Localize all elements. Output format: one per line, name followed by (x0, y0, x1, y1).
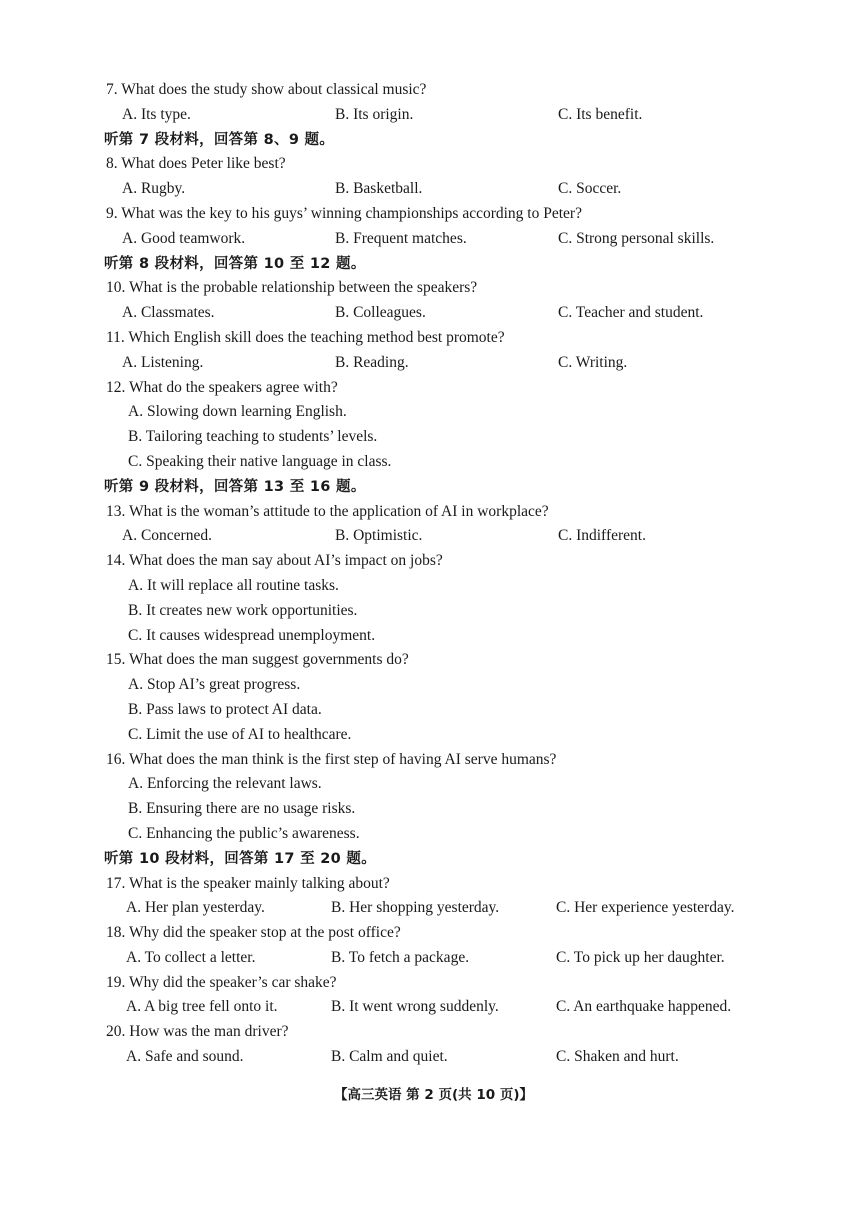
answer-option-c: C. Indifferent. (558, 527, 646, 545)
answer-option-b: B. Her shopping yesterday. (331, 899, 500, 917)
answer-option-a: A. Concerned. (122, 527, 212, 545)
question-stem: 10. What is the probable relationship between the speakers? (106, 279, 478, 297)
answer-options-row (104, 995, 784, 1020)
answer-options-row (104, 1045, 784, 1070)
question-stem: 15. What does the man suggest governments do? (106, 651, 409, 669)
question-stem: 9. What was the key to his guys’ winning championships according to Peter? (106, 204, 582, 222)
question-stem: 20. How was the man driver? (106, 1023, 289, 1041)
answer-option-b: B. Calm and quiet. (331, 1048, 448, 1066)
answer-option-b: B. Reading. (335, 353, 409, 371)
answer-option-c: C. Teacher and student. (558, 304, 704, 322)
answer-option: B. It creates new work opportunities. (128, 601, 358, 619)
section-heading: 听第 8 段材料，回答第 10 至 12 题。 (104, 255, 366, 272)
answer-option: C. Speaking their native language in class. (128, 452, 392, 470)
question-stem: 7. What does the study show about classical music? (106, 81, 427, 98)
answer-options-row (104, 177, 784, 202)
question-stem: 14. What does the man say about AI’s impact on jobs? (106, 552, 443, 570)
answer-option: A. Enforcing the relevant laws. (128, 775, 322, 793)
question-stem: 13. What is the woman’s attitude to the application of AI in workplace? (106, 502, 549, 520)
answer-option-c: C. Its benefit. (558, 105, 643, 123)
answer-option: C. It causes widespread unemployment. (128, 626, 376, 644)
section-heading: 听第 7 段材料，回答第 8、9 题。 (104, 131, 335, 148)
question-stem: 19. Why did the speaker’s car shake? (106, 973, 337, 991)
question-stem: 12. What do the speakers agree with? (106, 378, 338, 396)
question-stem: 17. What is the speaker mainly talking about? (106, 874, 390, 892)
answer-option-b: B. Frequent matches. (335, 229, 467, 247)
answer-options-row (104, 351, 784, 376)
answer-option-a: A. Her plan yesterday. (126, 899, 265, 917)
question-stem: 11. Which English skill does the teaching method best promote? (106, 328, 505, 346)
answer-option-b: B. To fetch a package. (331, 948, 470, 966)
answer-option-b: B. Optimistic. (335, 527, 423, 545)
answer-option: A. It will replace all routine tasks. (128, 576, 339, 594)
answer-options-row (104, 524, 784, 549)
answer-options-row (104, 103, 784, 128)
answer-option: C. Enhancing the public’s awareness. (128, 824, 360, 842)
answer-option-a: A. Safe and sound. (126, 1048, 244, 1066)
answer-option-b: B. Basketball. (335, 180, 423, 198)
answer-option: B. Pass laws to protect AI data. (128, 700, 322, 718)
question-stem: 8. What does Peter like best? (106, 155, 286, 173)
answer-option-a: A. Rugby. (122, 180, 186, 198)
section-heading: 听第 10 段材料，回答第 17 至 20 题。 (104, 850, 377, 867)
answer-option: B. Tailoring teaching to students’ levels. (128, 428, 378, 446)
answer-options-row (104, 227, 784, 252)
answer-option-c: C. Shaken and hurt. (556, 1048, 679, 1066)
answer-options-row (104, 896, 784, 921)
answer-option-b: B. Colleagues. (335, 304, 426, 322)
answer-option: B. Ensuring there are no usage risks. (128, 800, 356, 818)
answer-option: A. Slowing down learning English. (128, 403, 347, 421)
answer-option-c: C. Soccer. (558, 180, 622, 198)
answer-option-a: A. Its type. (122, 105, 191, 123)
answer-option-a: A. A big tree fell onto it. (126, 998, 278, 1016)
answer-option-c: C. To pick up her daughter. (556, 948, 725, 966)
answer-option-c: C. An earthquake happened. (556, 998, 732, 1016)
question-list (104, 78, 784, 1070)
answer-option-b: B. It went wrong suddenly. (331, 998, 499, 1016)
page-footer: 【高三英语 第 2 页(共 10 页)】 (333, 1087, 534, 1103)
answer-option-c: C. Writing. (558, 353, 628, 371)
answer-option-c: C. Her experience yesterday. (556, 899, 735, 917)
answer-option-a: A. Classmates. (122, 304, 215, 322)
answer-options-row (104, 301, 784, 326)
answer-option: C. Limit the use of AI to healthcare. (128, 725, 352, 743)
question-stem: 16. What does the man think is the first step of having AI serve humans? (106, 750, 557, 768)
answer-option-b: B. Its origin. (335, 105, 414, 123)
answer-option-a: A. Good teamwork. (122, 229, 246, 247)
question-stem: 18. Why did the speaker stop at the post office? (106, 924, 401, 942)
answer-option: A. Stop AI’s great progress. (128, 676, 301, 694)
answer-options-row (104, 946, 784, 971)
answer-option-c: C. Strong personal skills. (558, 229, 715, 247)
section-heading: 听第 9 段材料，回答第 13 至 16 题。 (104, 478, 366, 495)
answer-option-a: A. To collect a letter. (126, 948, 256, 966)
answer-option-a: A. Listening. (122, 353, 204, 371)
